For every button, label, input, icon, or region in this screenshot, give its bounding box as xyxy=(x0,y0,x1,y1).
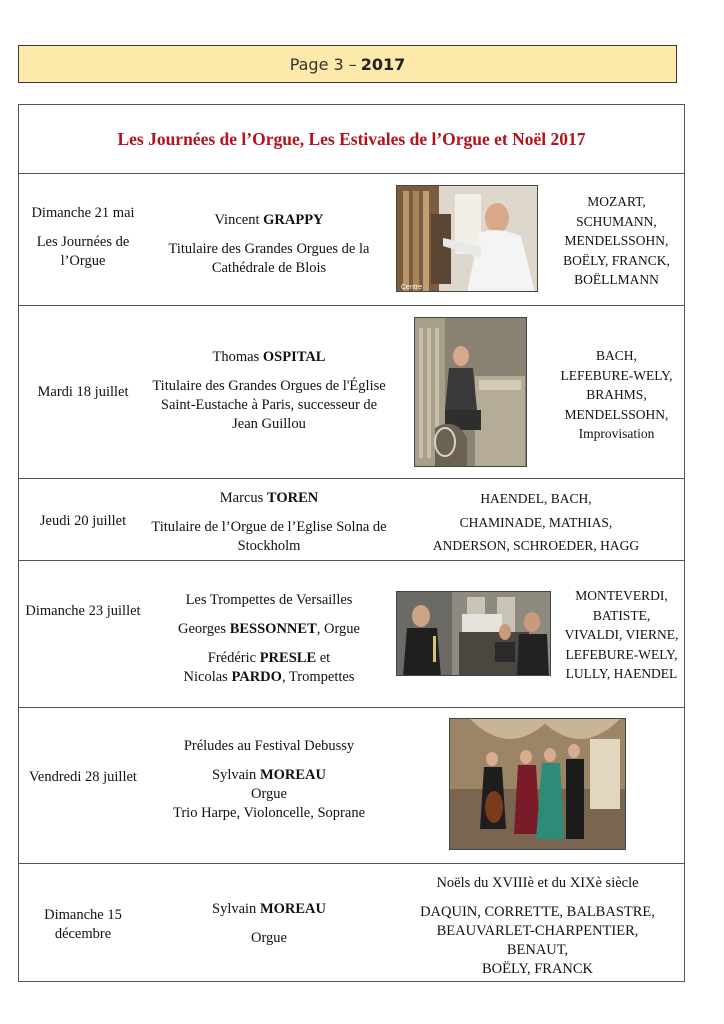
performer-role: Titulaire des Grandes Orgues de l'Église Saint-Eustache à Paris, successeur de Jean Guillou xyxy=(152,378,386,432)
performer-block xyxy=(149,348,389,434)
composer-list xyxy=(547,192,686,290)
performer-instrument: Orgue xyxy=(251,930,287,946)
ensemble-photo xyxy=(449,718,626,850)
concert-date xyxy=(19,906,147,944)
composer: DAQUIN, CORRETTE, BALBASTRE, xyxy=(420,904,655,920)
concert-row xyxy=(19,864,684,983)
composer: MONTEVERDI, xyxy=(575,588,668,603)
program-title: Les Journées de l’Orgue, Les Estivales de l’Orgue et Noël 2017 xyxy=(117,128,586,149)
composer: HAENDEL, BACH, xyxy=(480,491,592,506)
page-header xyxy=(18,45,677,83)
concert-date xyxy=(19,204,147,271)
concert-date xyxy=(19,512,147,531)
performer-block xyxy=(149,737,389,823)
composer: BEAUVARLET-CHARPENTIER, xyxy=(436,923,639,939)
performer-block xyxy=(149,591,389,687)
composer: LEFEBURE-WELY, xyxy=(560,367,673,383)
performer-name: Georges BESSONNET, Orgue xyxy=(178,621,360,637)
performer-name: Sylvain MOREAU xyxy=(212,767,326,783)
program-block xyxy=(395,874,680,979)
composer: SCHUMANN, xyxy=(576,213,657,229)
composer: BOËLY, FRANCK xyxy=(481,961,594,977)
concert-program-table xyxy=(18,104,685,982)
concert-date xyxy=(19,768,147,787)
performer-block xyxy=(149,900,389,948)
composer: VIVALDI, VIERNE, xyxy=(564,627,679,642)
page-year: 2017 xyxy=(360,54,406,74)
performer-block xyxy=(149,211,389,278)
page-label: Page 3 – xyxy=(289,54,357,74)
date-line: Dimanche 21 mai xyxy=(31,205,135,221)
performer-name: Nicolas PARDO, Trompettes xyxy=(183,669,355,685)
date-line: Vendredi 28 juillet xyxy=(29,769,137,785)
date-line: Dimanche 23 juillet xyxy=(25,603,141,619)
composer: BRAHMS, xyxy=(586,387,647,402)
performer-role: Titulaire de l’Orgue de l’Eglise Solna de Stockholm xyxy=(151,519,387,554)
organist-photo xyxy=(414,317,527,467)
performer-role: Titulaire des Grandes Orgues de la Cathédrale de Blois xyxy=(168,241,370,276)
concert-row xyxy=(19,561,684,708)
performer-name: Vincent GRAPPY xyxy=(214,212,324,228)
trio-line: Trio Harpe, Violoncelle, Soprane xyxy=(172,805,366,821)
event-name: Préludes au Festival Debussy xyxy=(183,738,355,754)
composer: BATISTE, xyxy=(592,607,651,623)
program-title-line: Noëls du XVIIIè et du XIXè siècle xyxy=(436,875,639,891)
performer-block xyxy=(149,489,389,556)
svg-text:Centre: Centre xyxy=(401,284,423,291)
performer-name: Sylvain MOREAU xyxy=(212,901,326,917)
date-line: Jeudi 20 juillet xyxy=(39,513,127,529)
concert-row xyxy=(19,174,684,306)
date-line: Mardi 18 juillet xyxy=(37,384,129,400)
concert-row xyxy=(19,479,684,561)
concert-row xyxy=(19,306,684,479)
composer: CHAMINADE, MATHIAS, xyxy=(459,514,613,530)
composer-list xyxy=(401,487,671,558)
composer-list xyxy=(395,903,680,979)
composer: BOËLLMANN xyxy=(574,272,659,287)
composer: MENDELSSOHN, xyxy=(564,233,669,248)
program-title-row xyxy=(19,105,684,174)
composer: MENDELSSOHN, xyxy=(564,406,669,422)
composer: Improvisation xyxy=(578,426,655,441)
date-line: Dimanche 15 décembre xyxy=(44,907,122,942)
composer: BOËLY, FRANCK, xyxy=(563,252,670,268)
performer-name: Frédéric PRESLE et xyxy=(207,650,331,666)
composer-list xyxy=(547,346,686,444)
composer: BACH, xyxy=(596,348,637,363)
ensemble-photo xyxy=(396,591,551,676)
organist-photo xyxy=(396,185,538,292)
composer: BENAUT, xyxy=(506,942,569,958)
composer: ANDERSON, SCHROEDER, HAGG xyxy=(432,538,640,553)
date-subtitle: Les Journées de l’Orgue xyxy=(36,234,130,269)
performer-name: Marcus TOREN xyxy=(219,490,319,506)
composer: LEFEBURE-WELY, xyxy=(565,646,678,662)
composer: MOZART, xyxy=(587,194,646,209)
ensemble-name: Les Trompettes de Versailles xyxy=(185,592,353,608)
performer-name: Thomas OSPITAL xyxy=(212,349,326,365)
concert-date xyxy=(19,383,147,402)
concert-date xyxy=(19,602,147,621)
composer-list xyxy=(557,586,686,684)
concert-row xyxy=(19,708,684,864)
performer-instrument: Orgue xyxy=(251,786,287,802)
composer: LULLY, HAENDEL xyxy=(565,666,678,681)
